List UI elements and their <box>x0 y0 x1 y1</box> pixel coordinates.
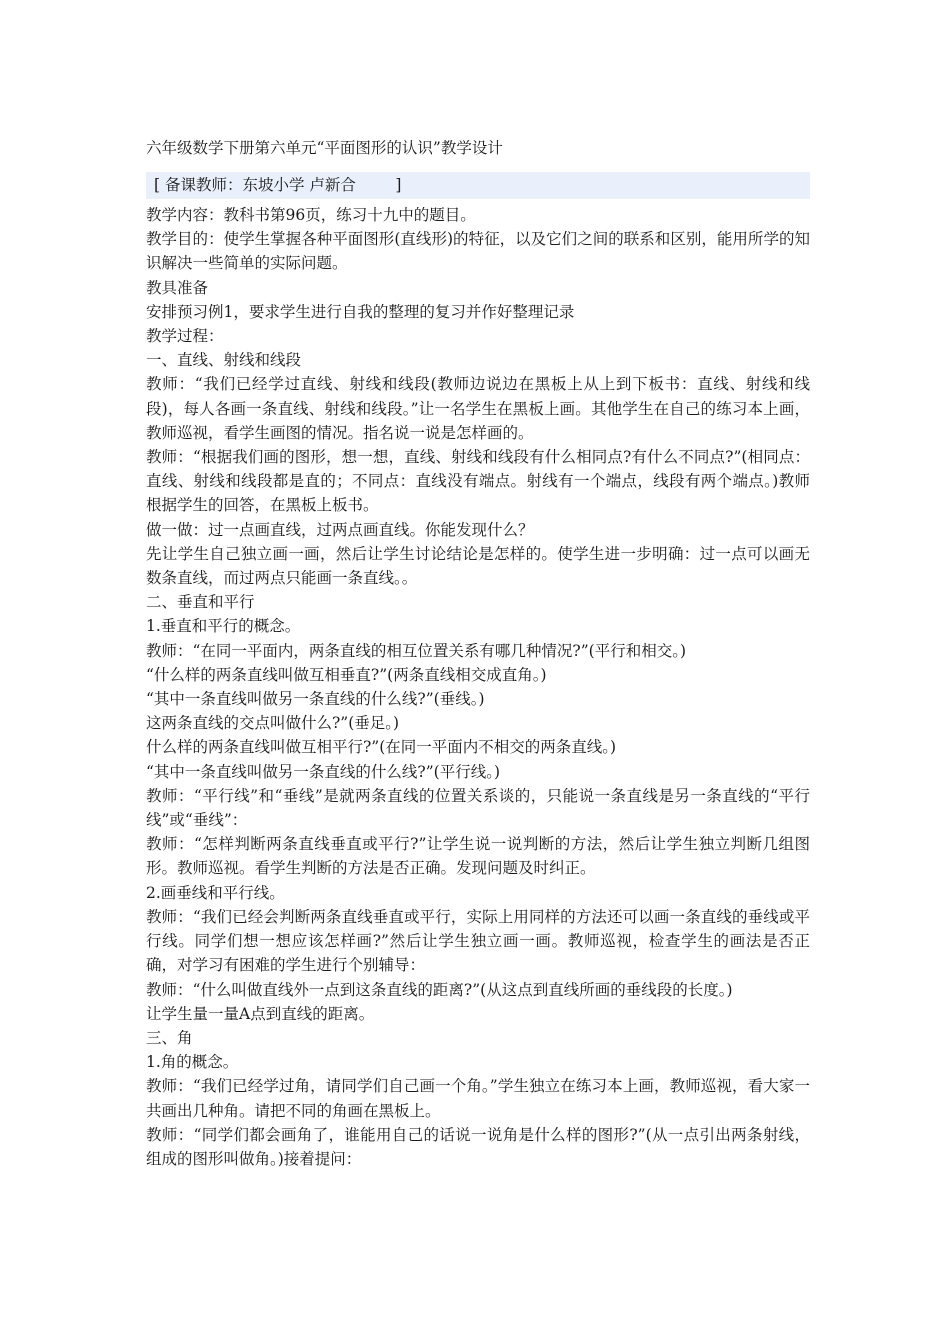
paragraph: 教师：“我们已经会判断两条直线垂直或平行，实际上用同样的方法还可以画一条直线的垂线或平行线。同学们想一想应该怎样画?”然后让学生独立画一画。教师巡视，检查学生的画法是否正确，对学习有困难的学生进行个别辅导： <box>146 907 810 975</box>
section-heading: 一、直线、射线和线段 <box>146 351 302 370</box>
paragraph: “其中一条直线叫做另一条直线的什么线?”(垂线。) <box>146 690 485 709</box>
paragraph: 教学内容：教科书第96页，练习十九中的题目。 <box>146 206 476 224</box>
paragraph: 教师：“怎样判断两条直线垂直或平行?”让学生说一说判断的方法，然后让学生独立判断几组图形。教师巡视。看学生判断的方法是否正确。发现问题及时纠正。 <box>146 835 810 878</box>
paragraph: 教师：“在同一平面内，两条直线的相互位置关系有哪几种情况?”(平行和相交。) <box>146 641 687 660</box>
paragraph: 1.垂直和平行的概念。 <box>146 617 301 636</box>
paragraph: 教具准备 <box>146 278 209 297</box>
paragraph: “什么样的两条直线叫做互相垂直?”(两条直线相交成直角。) <box>146 665 547 684</box>
section-heading: 二、垂直和平行 <box>146 593 255 612</box>
paragraph: 什么样的两条直线叫做互相平行?”(在同一平面内不相交的两条直线。) <box>146 738 617 757</box>
paragraph: 教师：“平行线”和“垂线”是就两条直线的位置关系谈的，只能说一条直线是另一条直线的“平行线”或“垂线”： <box>146 786 810 830</box>
paragraph: 教师：“我们已经学过直线、射线和线段(教师边说边在黑板上从上到下板书：直线、射线和线段)，每人各画一条直线、射线和线段。”让一名学生在黑板上画。其他学生在自己的练习本上画，教师巡视，看学生画图的情况。指名说一说是怎样画的。 <box>146 375 810 442</box>
paragraph: “其中一条直线叫做另一条直线的什么线?”(平行线。) <box>146 762 501 781</box>
paragraph: 教师：“根据我们画的图形，想一想，直线、射线和线段有什么相同点?有什么不同点?”(相同点：直线、射线和线段都是直的；不同点：直线没有端点。射线有一个端点，线段有两个端点。)教师根据学生的回答，在黑板上板书。 <box>146 448 810 515</box>
section-heading: 三、角 <box>146 1028 193 1047</box>
document-body <box>146 203 810 1171</box>
paragraph: 先让学生自己独立画一画，然后让学生讨论结论是怎样的。使学生进一步明确：过一点可以画无数条直线，而过两点只能画一条直线。。 <box>146 544 810 588</box>
paragraph: 这两条直线的交点叫做什么?”(垂足。) <box>146 714 400 733</box>
paragraph: 教师：“同学们都会画角了，谁能用自己的话说一说角是什么样的图形?”(从一点引出两条射线，组成的图形叫做角。)接着提问： <box>146 1125 810 1168</box>
paragraph: 教学过程： <box>146 327 224 346</box>
document-title: 六年级数学下册第六单元“平面图形的认识”教学设计 <box>146 139 503 157</box>
paragraph: 2.画垂线和平行线。 <box>146 883 285 902</box>
paragraph: 做一做：过一点画直线，过两点画直线。你能发现什么？ <box>146 520 534 539</box>
paragraph: 教师：“我们已经学过角，请同学们自己画一个角。”学生独立在练习本上画，教师巡视，看大家一共画出几种角。请把不同的角画在黑板上。 <box>146 1077 810 1120</box>
paragraph: 1.角的概念。 <box>146 1053 239 1072</box>
paragraph: 教学目的：使学生掌握各种平面图形(直线形)的特征，以及它们之间的联系和区别，能用所学的知识解决一些简单的实际问题。 <box>146 230 810 273</box>
paragraph: 让学生量一量A点到直线的距离。 <box>146 1004 375 1023</box>
author-banner: [ 备课教师：东坡小学 卢新合 ] <box>146 172 810 199</box>
document-page <box>146 136 810 1171</box>
paragraph: 安排预习例1，要求学生进行自我的整理的复习并作好整理记录 <box>146 302 575 321</box>
paragraph: 教师：“什么叫做直线外一点到这条直线的距离?”(从这点到直线所画的垂线段的长度。) <box>146 980 733 999</box>
